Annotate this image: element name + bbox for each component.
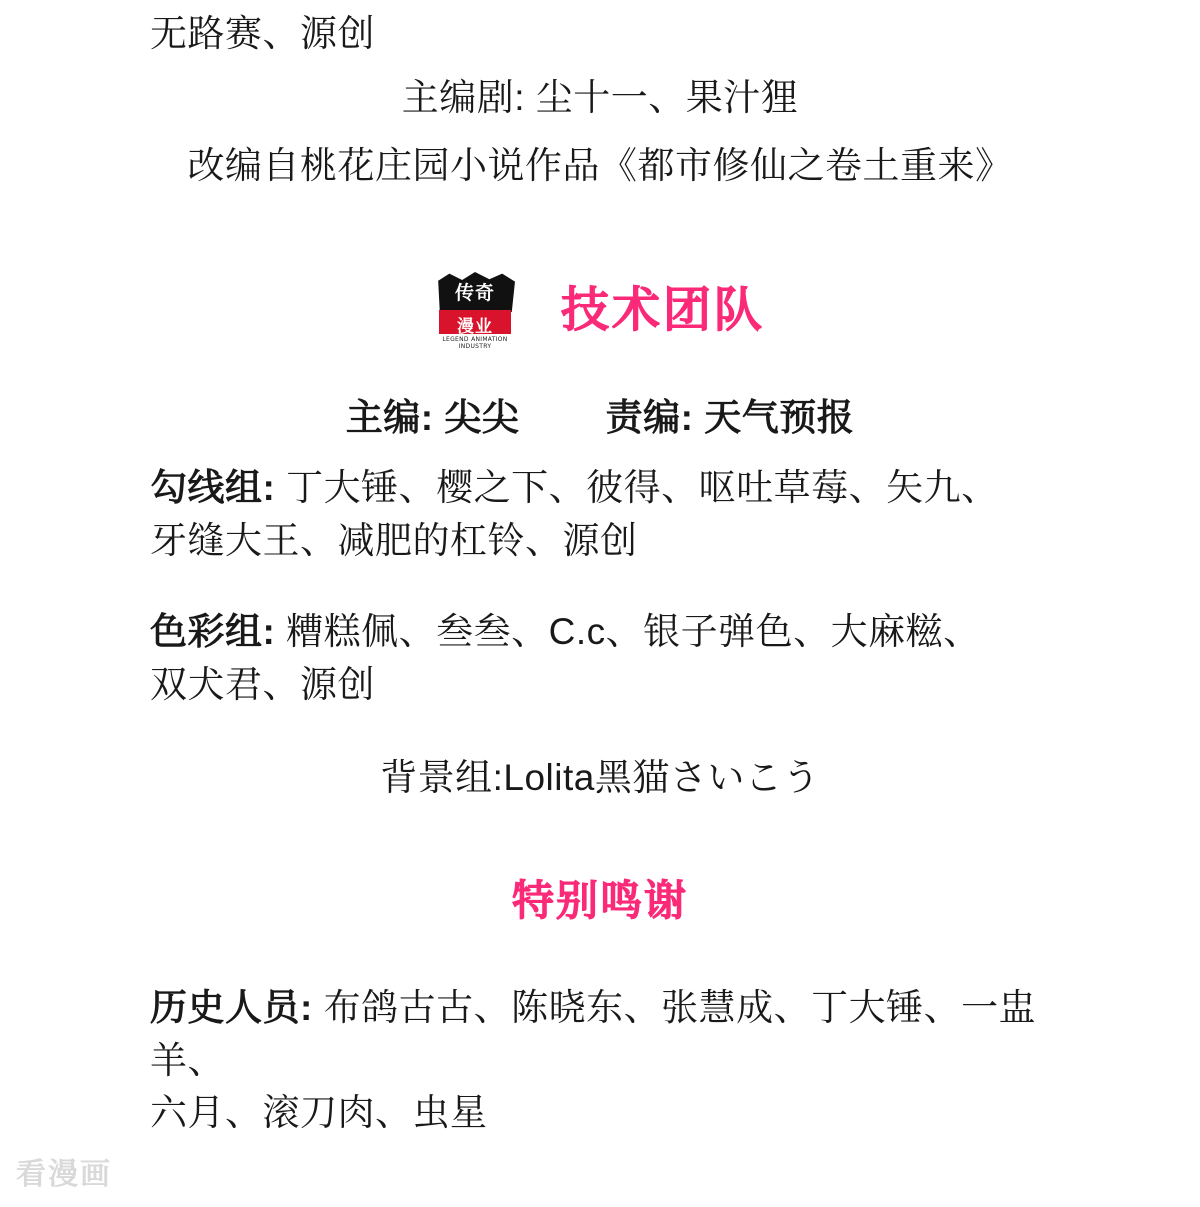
credits-line-2: 主编剧: 尘十一、果汁狸 xyxy=(401,77,799,118)
history-line-1 xyxy=(150,982,1060,1087)
logo-top-text: 传奇 xyxy=(454,282,495,304)
color-group-block xyxy=(150,606,1060,711)
credits-line-1: 无路赛、源创 xyxy=(150,13,375,54)
color-names: 糟糕佩、叁叁、C.c、银子弹色、大麻糍、 xyxy=(275,611,981,652)
legend-comics-logo-icon xyxy=(435,272,515,350)
watermark: 看漫画 xyxy=(16,1157,112,1192)
color-line-1 xyxy=(150,606,1060,659)
lineart-group-block xyxy=(150,462,1060,567)
lineart-line-1 xyxy=(150,462,1060,515)
credits-top-block xyxy=(150,8,1060,61)
history-staff-block xyxy=(150,982,1060,1140)
history-names: 布鸽古古、陈晓东、张慧成、丁大锤、一盅羊、 xyxy=(150,987,1037,1081)
special-thanks-title: 特别鸣谢 xyxy=(511,876,688,925)
color-label: 色彩组: xyxy=(150,611,276,652)
special-thanks-heading xyxy=(0,876,1200,925)
background-group-wrap xyxy=(0,752,1200,805)
credits-line-3: 改编自桃花庄园小说作品《都市修仙之卷土重来》 xyxy=(187,145,1013,186)
lineart-label: 勾线组: xyxy=(150,467,276,508)
tech-team-title: 技术团队 xyxy=(560,281,765,338)
history-label: 历史人员: xyxy=(150,987,313,1028)
lineart-line-2: 牙缝大王、减肥的杠铃、源创 xyxy=(150,519,638,561)
editors-line-wrap xyxy=(0,392,1200,445)
logo-bottom-text: 漫业 xyxy=(456,317,493,337)
color-line-2: 双犬君、源创 xyxy=(150,663,375,705)
history-line-2: 六月、滚刀肉、虫星 xyxy=(150,1092,488,1134)
credits-line-3-wrap xyxy=(0,140,1200,193)
editors-line: 主编: 尖尖 责编: 天气预报 xyxy=(345,397,855,438)
tech-team-heading xyxy=(0,272,1200,350)
lineart-names: 丁大锤、樱之下、彼得、呕吐草莓、矢九、 xyxy=(275,467,999,508)
credits-line-2-wrap xyxy=(0,72,1200,125)
background-group-line: 背景组:Lolita黑猫さいこう xyxy=(380,757,820,798)
logo-tagline: LEGEND ANIMATION INDUSTRY xyxy=(442,336,508,350)
